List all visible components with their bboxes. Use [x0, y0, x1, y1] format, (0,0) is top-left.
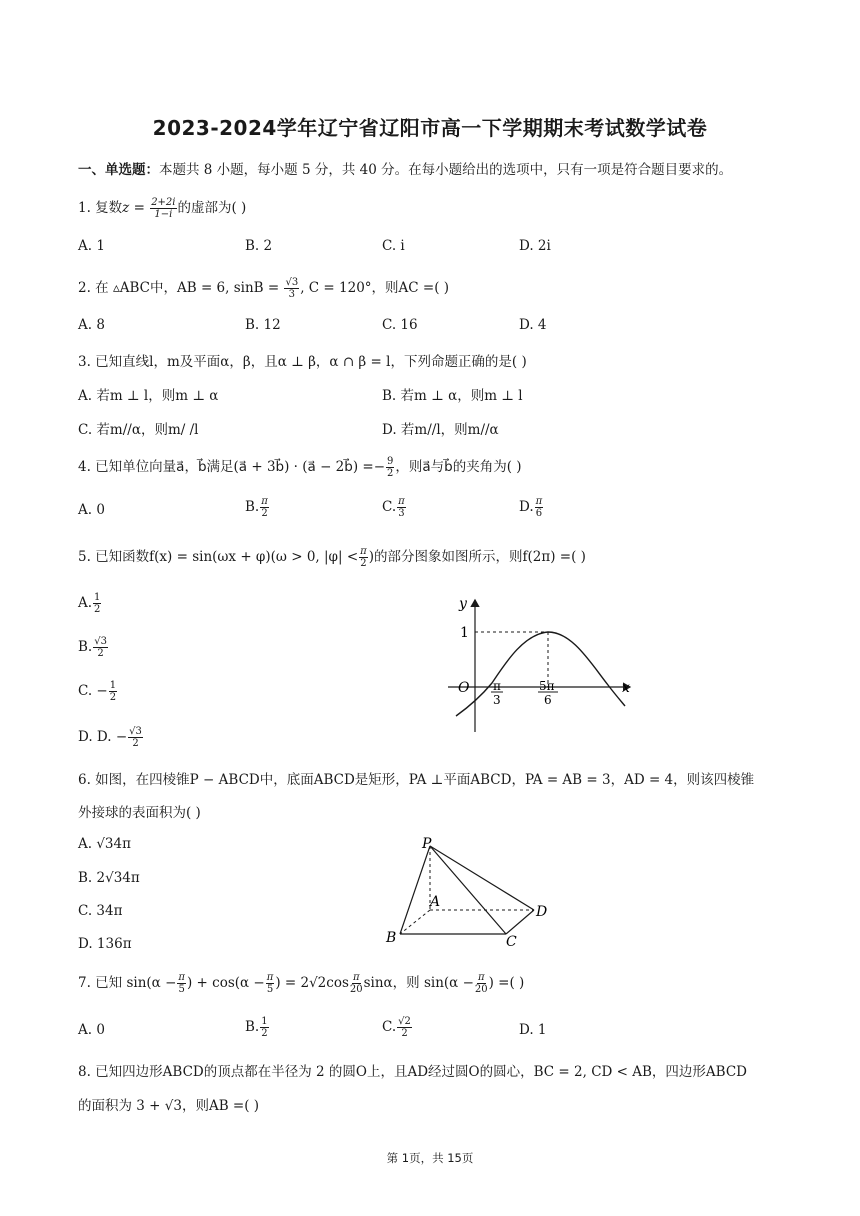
- q1-frac-den: 1−i: [154, 209, 173, 220]
- frac-den: 20: [349, 984, 363, 995]
- q4-option-a: A. 0: [78, 502, 105, 518]
- q5-x-tick1-den: 3: [493, 693, 501, 707]
- q6-option-a: A. √34π: [78, 836, 131, 852]
- q1-option-b: B. 2: [245, 238, 273, 254]
- vertex-D-label: D: [536, 904, 548, 920]
- frac-num: π: [178, 972, 185, 983]
- frac-den: 2: [401, 1028, 408, 1039]
- frac-den: 2: [94, 604, 101, 615]
- frac-den: 2: [261, 1028, 268, 1039]
- frac-den: 2: [132, 738, 139, 749]
- q5-option-d: [78, 726, 144, 749]
- section-text: 本题共 8 小题，每小题 5 分，共 40 分。在每小题给出的选项中，只有一项是符合题目要求的。: [159, 162, 733, 178]
- q4-stem-pre: 4. 已知单位向量a⃗，b⃗满足(a⃗ + 3b⃗) · (a⃗ − 2b⃗) =−: [78, 459, 386, 475]
- q7-stem-pre: 7. 已知 sin(α −: [78, 975, 177, 991]
- section-heading: [78, 158, 732, 178]
- frac-num: π: [477, 972, 485, 983]
- vertex-A-label: A: [430, 894, 441, 910]
- q7-option-d: D. 1: [519, 1022, 547, 1038]
- frac-num: 1: [261, 1016, 268, 1027]
- q5-sine-curve: [456, 632, 625, 716]
- q5-option-b: [78, 636, 109, 659]
- q7-option-c: [382, 1016, 413, 1039]
- q5-y-label: y: [459, 596, 467, 612]
- q6-option-b: B. 2√34π: [78, 870, 140, 886]
- question-3-stem: 3. 已知直线l，m及平面α，β，且α ⊥ β，α ∩ β = l，下列命题正确的是( ): [78, 354, 527, 370]
- q4-option-c: [382, 496, 407, 519]
- frac-den: 2: [109, 692, 117, 703]
- q4-option-b-fraction: [260, 496, 269, 519]
- q5-option-a-label: A.: [78, 595, 93, 611]
- frac-den: 5: [266, 984, 274, 995]
- frac-num: 1: [109, 680, 117, 691]
- q4-option-b: [245, 496, 270, 519]
- q5-frac-num: π: [360, 546, 367, 557]
- frac-den: 3: [398, 508, 405, 519]
- question-4-stem: [78, 455, 522, 479]
- q5-option-c-fraction: [109, 680, 117, 703]
- q2-option-b: B. 12: [245, 317, 281, 333]
- q2-stem-pre: 2. 在 ▵ABC中，AB = 6, sinB =: [78, 280, 284, 296]
- q4-option-d-label: D.: [519, 499, 534, 515]
- frac-den: 2: [97, 648, 104, 659]
- q6-pyramid-figure: [378, 836, 558, 951]
- q3-option-a: A. 若m ⊥ l，则m ⊥ α: [78, 388, 219, 404]
- q5-frac-den: 2: [360, 558, 367, 569]
- question-2-stem: [78, 276, 449, 300]
- section-label: 一、单选题：: [78, 162, 159, 178]
- q1-stem-post: 的虚部为( ): [177, 200, 247, 216]
- q4-option-b-label: B.: [245, 499, 260, 515]
- question-6-stem-line1: 6. 如图，在四棱锥P − ABCD中，底面ABCD是矩形，PA ⊥平面ABCD，PA = AB = 3，AD = 4，则该四棱锥: [78, 772, 755, 788]
- q5-option-d-label: D. D. −: [78, 729, 128, 745]
- q3-option-c: C. 若m//α，则m/ /l: [78, 422, 199, 438]
- vertex-P-label: P: [422, 836, 432, 852]
- q2-frac-num: √3: [285, 277, 299, 288]
- q5-option-c: [78, 680, 118, 703]
- q1-option-a: A. 1: [78, 238, 105, 254]
- edge-PB: [400, 846, 430, 934]
- q4-option-d-fraction: [535, 496, 544, 519]
- q5-x-tick1-num: π: [493, 679, 501, 693]
- edge-PD: [430, 846, 534, 910]
- q7-fraction-4: [475, 972, 488, 995]
- q5-x-tick2-num: 5π: [539, 679, 555, 693]
- page-footer: 第 1页，共 15页: [386, 1151, 474, 1165]
- q5-option-d-fraction: [128, 726, 143, 749]
- q5-stem-pre: 5. 已知函数f(x) = sin(ωx + φ)(ω > 0, |φ| <: [78, 549, 359, 565]
- q2-option-d: D. 4: [519, 317, 547, 333]
- q1-frac-num: 2+2i: [151, 197, 176, 208]
- q3-option-b: B. 若m ⊥ α，则m ⊥ l: [382, 388, 523, 404]
- q5-option-a-fraction: [93, 592, 101, 615]
- q5-x-tick2-den: 6: [544, 693, 552, 707]
- q2-stem-post: , C = 120°，则AC =( ): [300, 280, 450, 296]
- q7-fraction-2: [266, 972, 275, 995]
- q5-fraction: [359, 546, 368, 569]
- page-title: 2023-2024学年辽宁省辽阳市高一下学期期末考试数学试卷: [152, 116, 708, 140]
- question-5-stem: [78, 545, 586, 569]
- question-6-stem-line2: 外接球的表面积为( ): [78, 805, 201, 821]
- q5-origin-label: O: [458, 680, 470, 696]
- frac-den: 5: [178, 984, 185, 995]
- question-1-stem: [78, 196, 246, 220]
- frac-den: 6: [535, 508, 543, 519]
- q5-sine-graph-figure: [440, 592, 640, 737]
- q7-fraction-1: [177, 972, 186, 995]
- q1-math: z =: [122, 200, 150, 216]
- question-8-stem-line2: 的面积为 3 + √3，则AB =( ): [78, 1098, 260, 1114]
- q5-option-c-label: C. −: [78, 683, 108, 699]
- q5-y-tick-label: 1: [460, 625, 469, 641]
- q7-stem-mid1: ) + cos(α −: [186, 975, 265, 991]
- q4-fraction: [386, 456, 394, 479]
- vertex-C-label: C: [506, 934, 517, 950]
- frac-num: π: [266, 972, 274, 983]
- q4-option-c-fraction: [397, 496, 406, 519]
- frac-den: 2: [261, 508, 268, 519]
- q3-option-d: D. 若m//l，则m//α: [382, 422, 499, 438]
- frac-num: 1: [94, 592, 101, 603]
- q7-option-b-label: B.: [245, 1019, 260, 1035]
- frac-num: √3: [94, 636, 107, 647]
- q7-option-a: A. 0: [78, 1022, 105, 1038]
- frac-num: π: [398, 496, 405, 507]
- q2-frac-den: 3: [288, 289, 296, 300]
- q7-option-b: [245, 1016, 270, 1039]
- q1-option-d: D. 2i: [519, 238, 551, 254]
- q2-option-c: C. 16: [382, 317, 418, 333]
- question-7-stem: [78, 971, 524, 995]
- frac-num: π: [261, 496, 268, 507]
- q5-stem-post: )的部分图象如图所示，则f(2π) =( ): [368, 549, 586, 565]
- q7-option-b-fraction: [260, 1016, 268, 1039]
- q7-fraction-3: [350, 972, 363, 995]
- q6-option-d: D. 136π: [78, 936, 132, 952]
- q7-stem-post: ) =( ): [488, 975, 525, 991]
- q5-option-b-fraction: [93, 636, 108, 659]
- frac-num: √3: [129, 726, 142, 737]
- frac-num: π: [352, 972, 360, 983]
- edge-CD: [506, 910, 534, 934]
- question-8-stem-line1: 8. 已知四边形ABCD的顶点都在半径为 2 的圆O上，且AD经过圆O的圆心，BC = 2, CD < AB，四边形ABCD: [78, 1064, 747, 1080]
- q5-option-a: [78, 592, 102, 615]
- frac-den: 20: [474, 984, 488, 995]
- vertex-B-label: B: [386, 930, 397, 946]
- q2-option-a: A. 8: [78, 317, 105, 333]
- q7-option-c-fraction: [397, 1016, 412, 1039]
- q7-stem-mid2: ) = 2√2cos: [275, 975, 349, 991]
- q4-frac-den: 2: [387, 468, 394, 479]
- q4-stem-post: ，则a⃗与b⃗的夹角为( ): [395, 459, 522, 475]
- q1-fraction: [150, 197, 176, 220]
- q5-x-label: x: [622, 680, 630, 696]
- q1-stem-pre: 1. 复数: [78, 200, 123, 216]
- frac-num: π: [535, 496, 543, 507]
- q7-stem-mid3: sinα，则 sin(α −: [363, 975, 474, 991]
- q4-frac-num: 9: [387, 456, 394, 467]
- q4-option-c-label: C.: [382, 499, 397, 515]
- q5-option-b-label: B.: [78, 639, 93, 655]
- q1-option-c: C. i: [382, 238, 405, 254]
- q4-option-d: [519, 496, 544, 519]
- q7-option-c-label: C.: [382, 1019, 397, 1035]
- edge-PC: [430, 846, 506, 934]
- q6-option-c: C. 34π: [78, 903, 123, 919]
- frac-num: √2: [398, 1016, 411, 1027]
- q2-fraction: [284, 277, 299, 300]
